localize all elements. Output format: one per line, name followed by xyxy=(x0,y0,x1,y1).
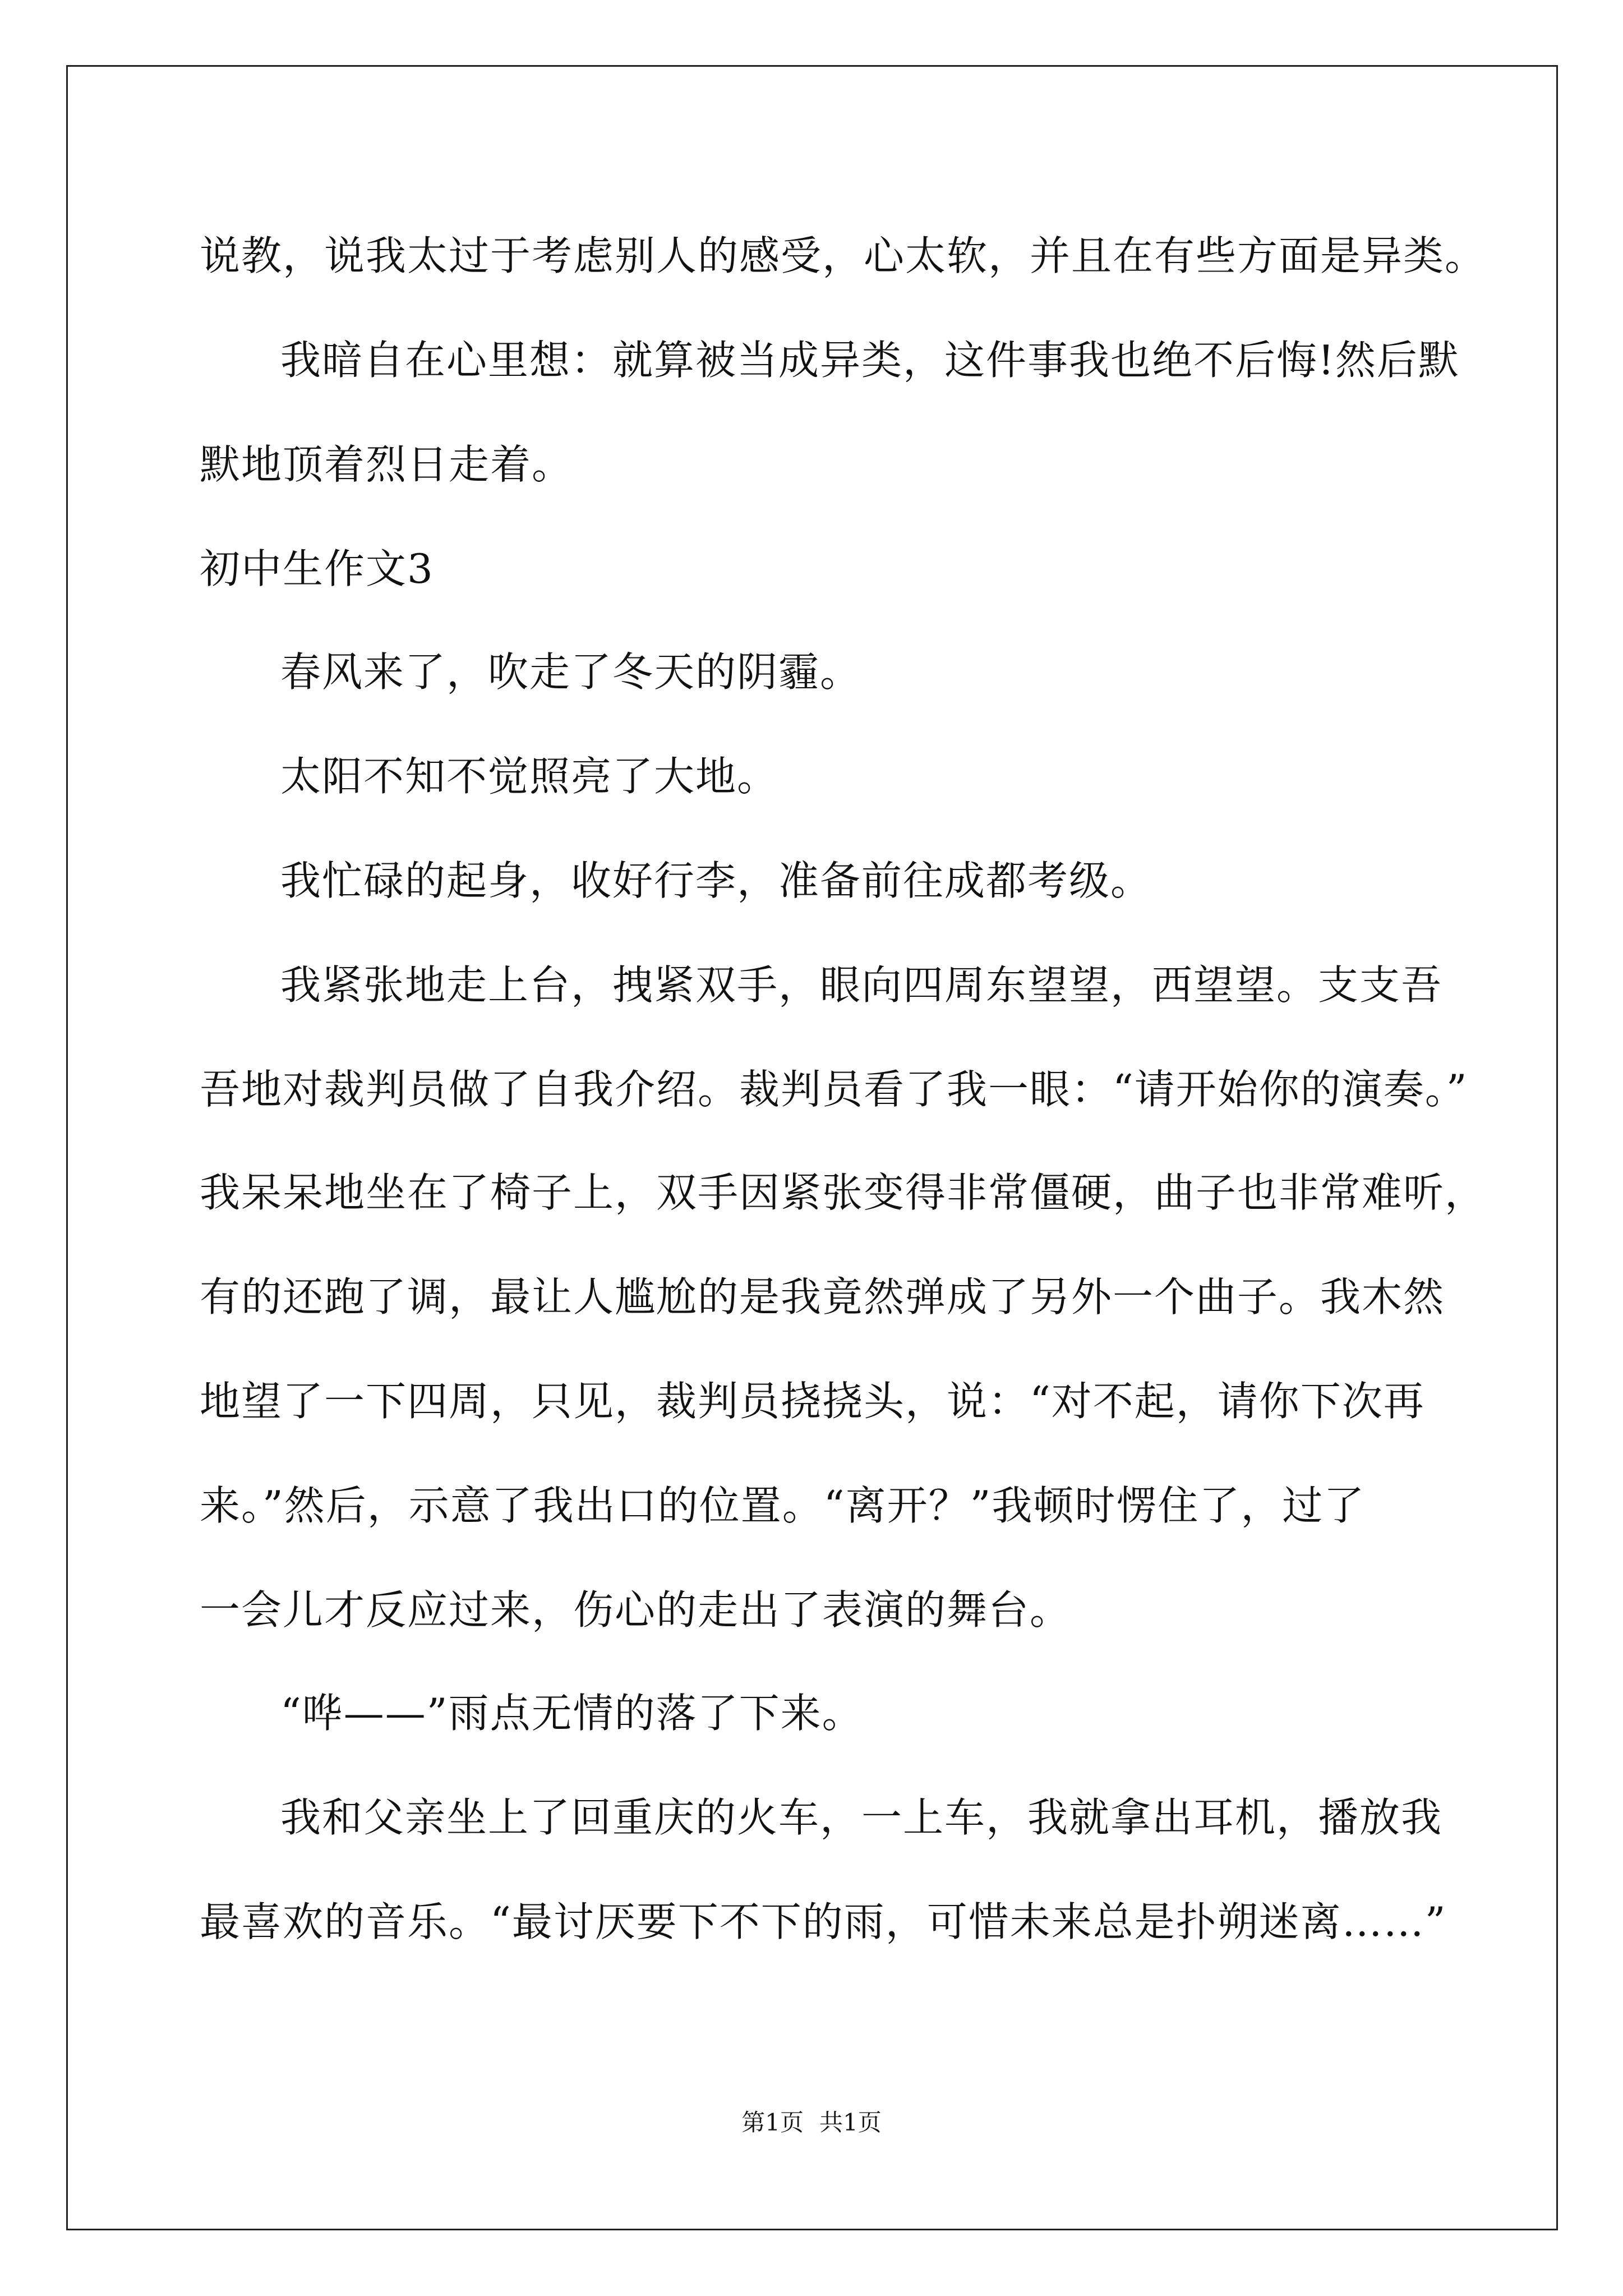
page-total: 共1页 xyxy=(819,2109,882,2136)
body-line-5: 春风来了，吹走了冬天的阴霾。 xyxy=(280,648,862,696)
page-number: 第1页 xyxy=(741,2109,804,2136)
body-line-14: 一会儿才反应过来，伤心的走出了表演的舞台。 xyxy=(200,1586,1072,1634)
page-footer xyxy=(0,2107,1623,2138)
body-line-10: 我呆呆地坐在了椅子上，双手因紧张变得非常僵硬，曲子也非常难听， xyxy=(200,1169,1487,1216)
body-line-2: 我暗自在心里想：就算被当成异类，这件事我也绝不后悔!然后默 xyxy=(280,337,1460,384)
body-line-3: 默地顶着烈日走着。 xyxy=(200,441,574,488)
body-line-15: “哗——”雨点无情的落了下来。 xyxy=(280,1690,864,1737)
body-line-11: 有的还跑了调，最让人尴尬的是我竟然弹成了另外一个曲子。我木然 xyxy=(200,1273,1445,1320)
body-line-7: 我忙碌的起身，收好行李，准备前往成都考级。 xyxy=(280,857,1152,904)
section-heading: 初中生作文3 xyxy=(200,545,434,592)
body-line-8: 我紧张地走上台，拽紧双手，眼向四周东望望，西望望。支支吾 xyxy=(280,961,1443,1009)
body-line-17: 最喜欢的音乐。“最讨厌要下不下的雨，可惜未来总是扑朔迷离……” xyxy=(200,1898,1447,1945)
body-line-13: 来。”然后，示意了我出口的位置。“离开？”我顿时愣住了，过了 xyxy=(200,1482,1366,1529)
body-line-9: 吾地对裁判员做了自我介绍。裁判员看了我一眼：“请开始你的演奏。” xyxy=(200,1066,1468,1113)
body-line-12: 地望了一下四周，只见，裁判员挠挠头，说：“对不起，请你下次再 xyxy=(200,1378,1425,1425)
body-line-6: 太阳不知不觉照亮了大地。 xyxy=(280,753,779,800)
body-line-1: 说教，说我太过于考虑别人的感受，心太软，并且在有些方面是异类。 xyxy=(200,232,1487,279)
body-line-16: 我和父亲坐上了回重庆的火车，一上车，我就拿出耳机，播放我 xyxy=(280,1794,1443,1841)
